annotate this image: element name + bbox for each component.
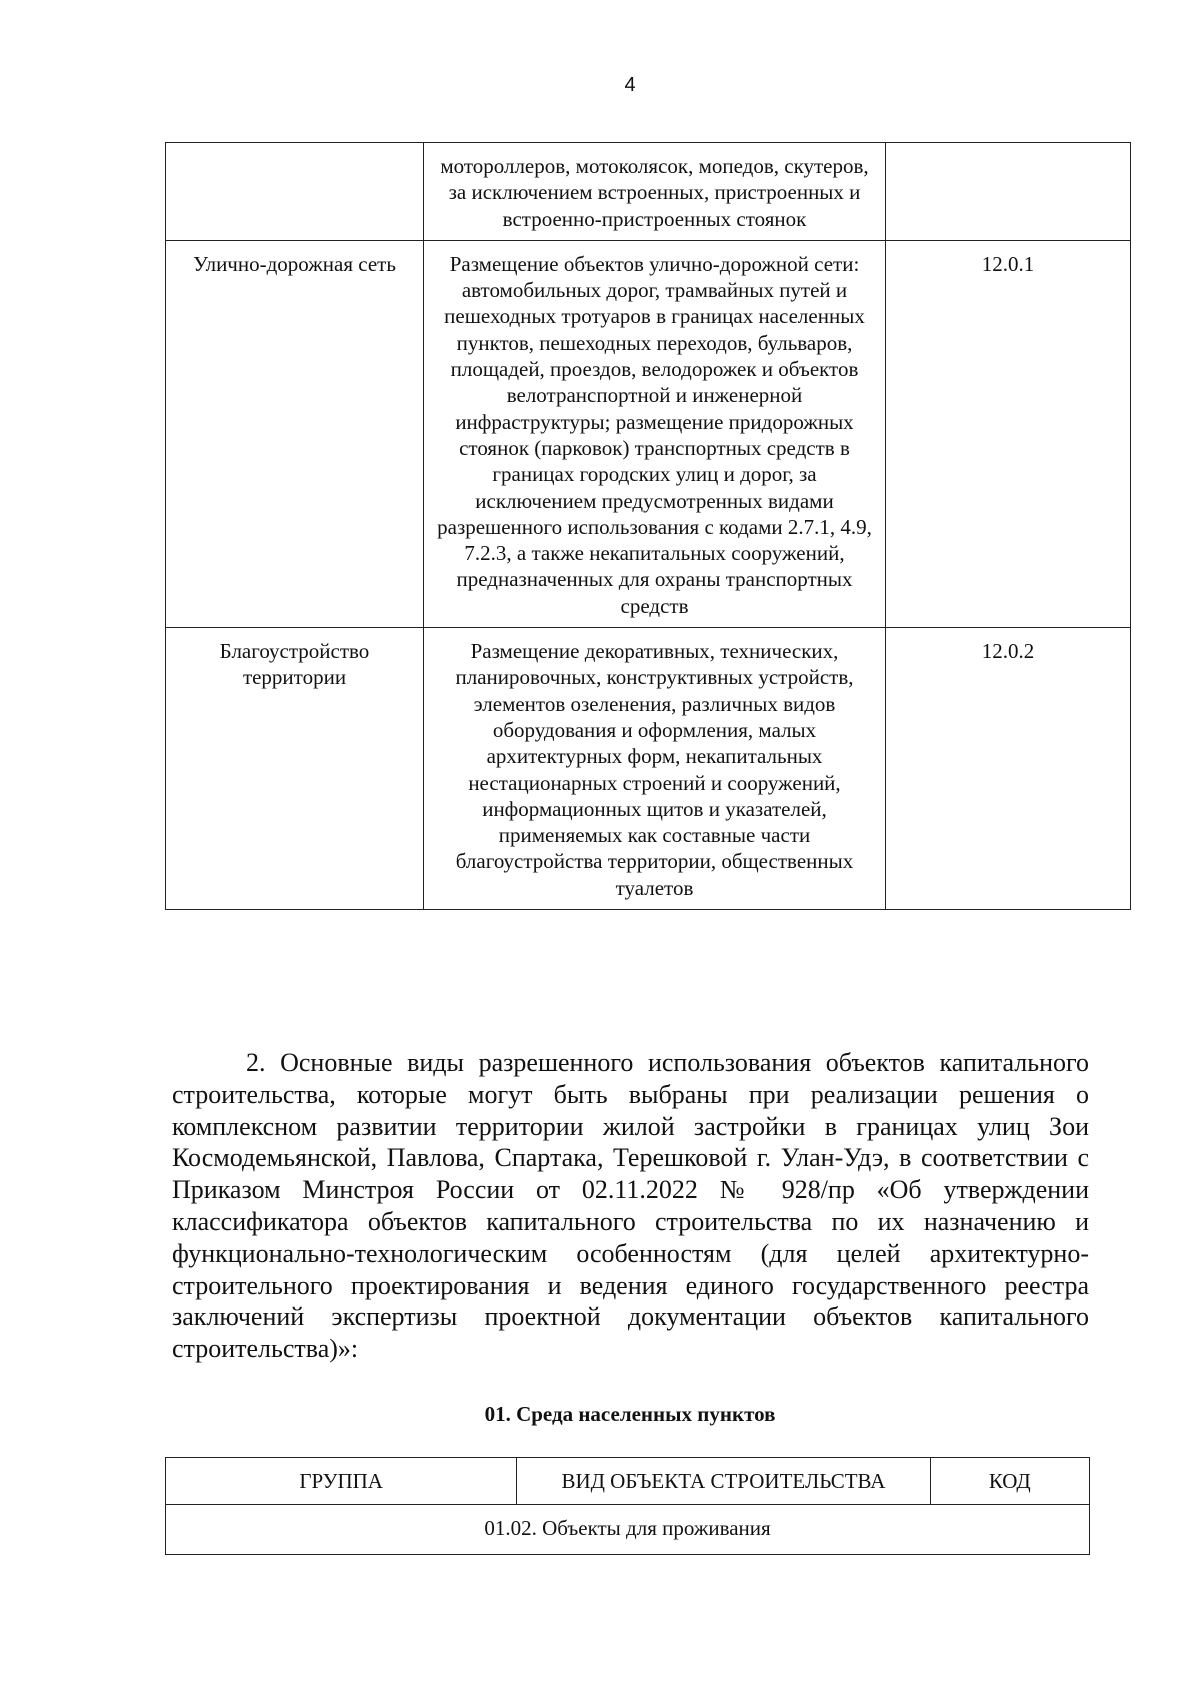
table-row — [166, 143, 1131, 241]
column-header-code: КОД — [930, 1458, 1089, 1505]
paragraph-text: 2. Основные виды разрешенного использования объектов капитального строительства, которые могут быть выбраны при реализации решения о комплексном развитии территории жилой застройки в границах улиц Зои Космодемьянской, Павлова, Спартака, Терешковой г. Улан-Удэ, в соответствии с Приказом Минстроя России от 02.11.2022 № 928/пр «Об утверждении классификатора объектов капитального строительства по их назначению и функционально-технологическим особенностям (для целей архитектурно-строительного проектирования и ведения единого государственного реестра заключений экспертизы проектной документации объектов капитального строительства)»: — [172, 1048, 1089, 1364]
use-type-name: Улично-дорожная сеть — [166, 240, 424, 627]
use-type-name — [166, 143, 424, 241]
use-type-code: 12.0.1 — [886, 240, 1131, 627]
body-paragraph — [172, 1047, 1089, 1365]
use-type-description: мотороллеров, мотоколясок, мопедов, скутеров, за исключением встроенных, пристроенных и встроенно-пристроенных стоянок — [424, 143, 886, 241]
use-type-description: Размещение объектов улично-дорожной сети: автомобильных дорог, трамвайных путей и пешеходных тротуаров в границах населенных пунктов, пешеходных переходов, бульваров, площадей, проездов, велодорожек и объектов велотранспортной и инженерной инфраструктуры; размещение придорожных стоянок (парковок) транспортных средств в границах городских улиц и дорог, за исключением предусмотренных видами разрешенного использования с кодами 2.7.1, 4.9, 7.2.3, а также некапитальных сооружений, предназначенных для охраны транспортных средств — [424, 240, 886, 627]
page-number: 4 — [624, 74, 636, 96]
section-title: 01. Среда населенных пунктов — [484, 1402, 776, 1426]
table-group-row — [166, 1505, 1090, 1554]
column-header-object-type: ВИД ОБЪЕКТА СТРОИТЕЛЬСТВА — [517, 1458, 930, 1505]
land-use-table — [165, 142, 1131, 910]
use-type-description: Размещение декоративных, технических, планировочных, конструктивных устройств, элементов озеленения, различных видов оборудования и оформления, малых архитектурных форм, некапитальных нестационарных строений и сооружений, информационных щитов и указателей, применяемых как составные части благоустройства территории, общественных туалетов — [424, 628, 886, 910]
table-header-row — [166, 1458, 1090, 1505]
use-type-name: Благоустройство территории — [166, 628, 424, 910]
column-header-group: ГРУППА — [166, 1458, 517, 1505]
use-type-code — [886, 143, 1131, 241]
use-type-code: 12.0.2 — [886, 628, 1131, 910]
table-row — [166, 628, 1131, 910]
group-label: 01.02. Объекты для проживания — [166, 1505, 1090, 1554]
table-row — [166, 240, 1131, 627]
classifier-table — [165, 1457, 1090, 1555]
